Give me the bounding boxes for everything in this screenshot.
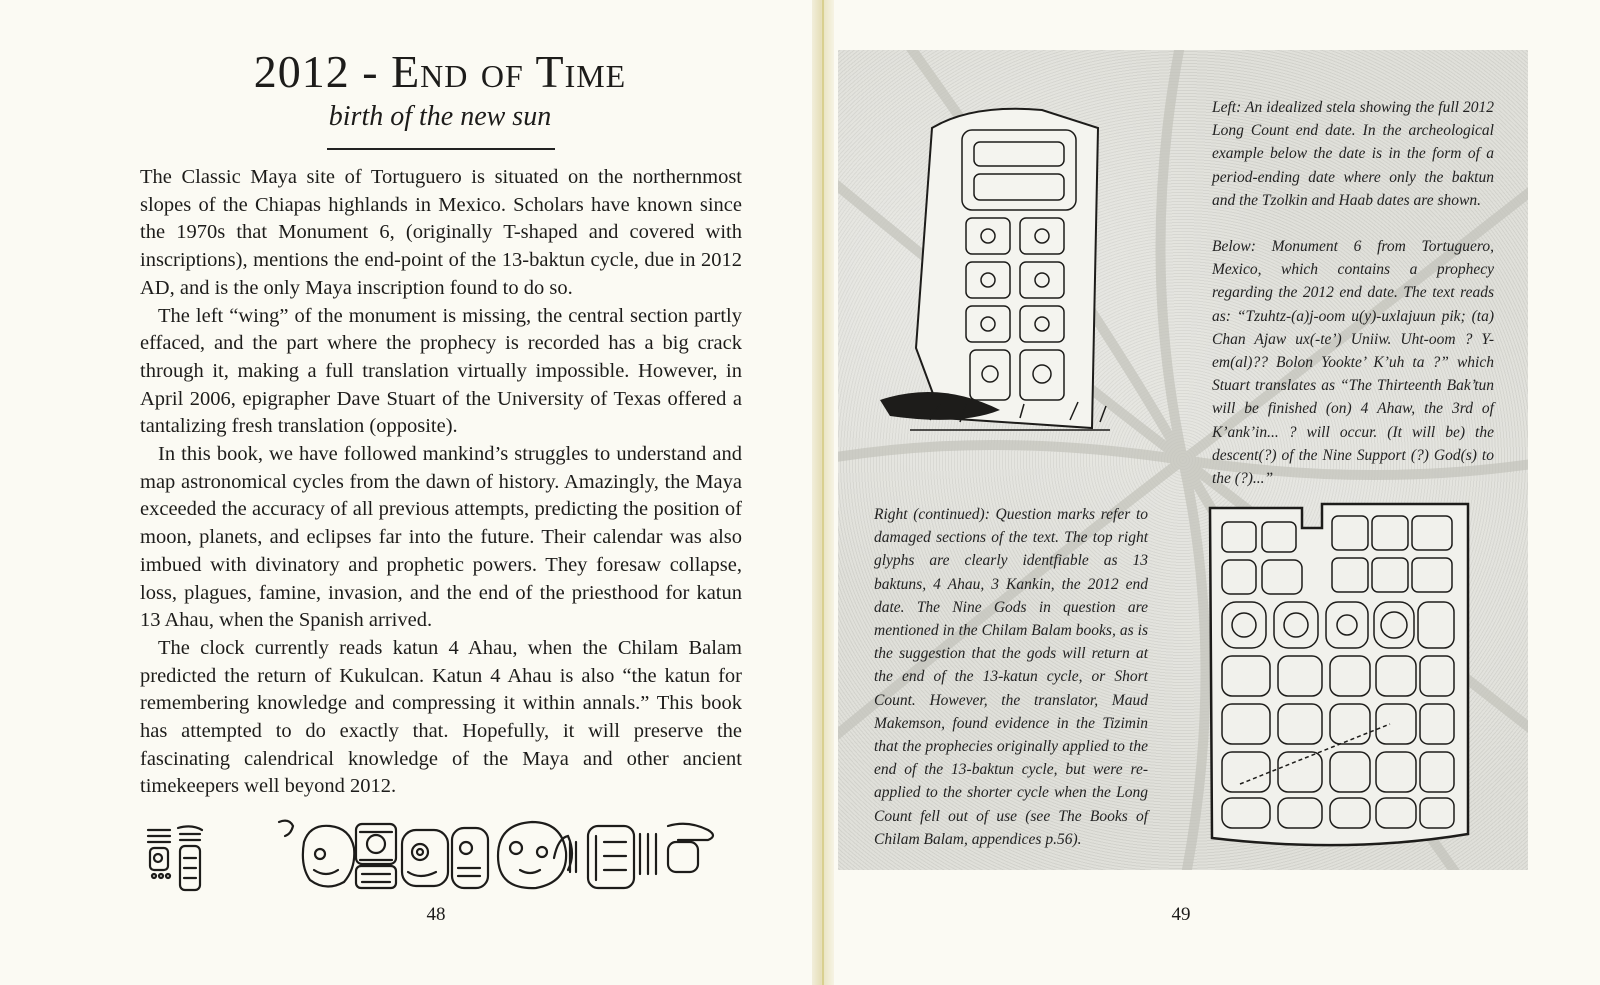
glyph-end-date xyxy=(588,824,713,888)
maya-glyph-strip xyxy=(144,812,744,902)
glyph-baktun xyxy=(148,826,202,890)
stela-illustration xyxy=(870,100,1160,460)
paragraph-4: The clock currently reads katun 4 Ahau, when the Chilam Balam predicted the return of Kukulcan. Katun 4 Ahau is also “the katun for remembering knowledge and compressing it within annals.” This book has attempted to do exactly that. Hopefully, it will preserve the fascinating calendrical knowledge of the Maya and other ancient timekeepers well beyond 2012. xyxy=(140,636,742,798)
caption-below: Below: Monument 6 from Tortuguero, Mexico, which contains a prophecy regarding the 2012 end date. The text reads as: “Tzuhtz-(a)j-oom u(y)-uxlajuun pik; (ta) Chan Ajaw ux(-te’) Uniiw. Uht-oom ? Y-em(al)?? Bolon Yookte’ K’uh ta ?” which Stuart translates as “The Thirteenth Bak’tun will be finished (on) 4 Ahaw, the 3rd of K’ank’in... ? will occur. (It will be) the descent(?) of the Nine Support (?) God(s) to the (?)...” xyxy=(1212,238,1494,488)
paragraph-1: The Classic Maya site of Tortuguero is situated on the northernmost slopes of the Chiapas highlands in Mexico. Scholars have known since the 1970s that Monument 6, (originally T-shaped and covered with inscriptions), mentions the end-point of the 13-baktun cycle, due in 2012 AD, and is the only Maya inscription found to do so. xyxy=(140,166,742,299)
glyph-4-ahau xyxy=(303,824,396,888)
glyph-kankin xyxy=(402,828,488,888)
glyph-haab xyxy=(498,822,576,888)
page-number-left: 48 xyxy=(426,904,446,925)
book-gutter xyxy=(812,0,834,985)
page-number-right: 49 xyxy=(1171,904,1191,925)
page-subtitle: birth of the new sun xyxy=(328,101,552,132)
caption-right-continued: Right (continued): Question marks refer to damaged sections of the text. The top right glyphs are clearly identfiable as 13 baktuns, 4 Ahau, 3 Kankin, the 2012 end date. The Nine Gods in question are mentioned in the Chilam Balam books, as is the suggestion that the gods will return at the end of the 13-katun cycle, or Short Count. However, the translator, Maud Makemson, found evidence in the Tizimin that the prophecies originally applied to the end of the 13-baktun cycle, but were re-applied to the shorter cycle when the Long Count fell out of use (see The Books of Chilam Balam, appendices p.56). xyxy=(874,506,1148,848)
monument-6-illustration xyxy=(1200,498,1475,853)
body-text xyxy=(140,164,742,801)
paragraph-2: The left “wing” of the monument is missing, the central section partly effaced, and the part where the prophecy is recorded has a big crack through it, making a full translation virtually impossible. However, in April 2006, epigrapher Dave Stuart of the University of Texas offered a tantalizing fresh translation (opposite). xyxy=(140,304,742,438)
caption-left: Left: An idealized stela showing the full 2012 Long Count end date. In the archeological example below the date is in the form of a period-ending date where only the baktun and the Tzolkin and Haab dates are shown. xyxy=(1212,99,1494,209)
glyph-fragment xyxy=(279,821,293,836)
title-rule xyxy=(327,148,555,150)
page-title: 2012 - End of Time xyxy=(253,46,627,97)
paragraph-3: In this book, we have followed mankind’s struggles to understand and map astronomical cycles from the dawn of history. Amazingly, the Maya exceeded the accuracy of all previous attempts, predicting the position of moon, planets, and eclipses far into the future. Their calendar was also imbued with divinatory and prophetic powers. They foresaw collapse, loss, plagues, famine, invasion, and the end of the priesthood for katun 13 Ahau, when the Spanish arrived. xyxy=(140,443,742,632)
